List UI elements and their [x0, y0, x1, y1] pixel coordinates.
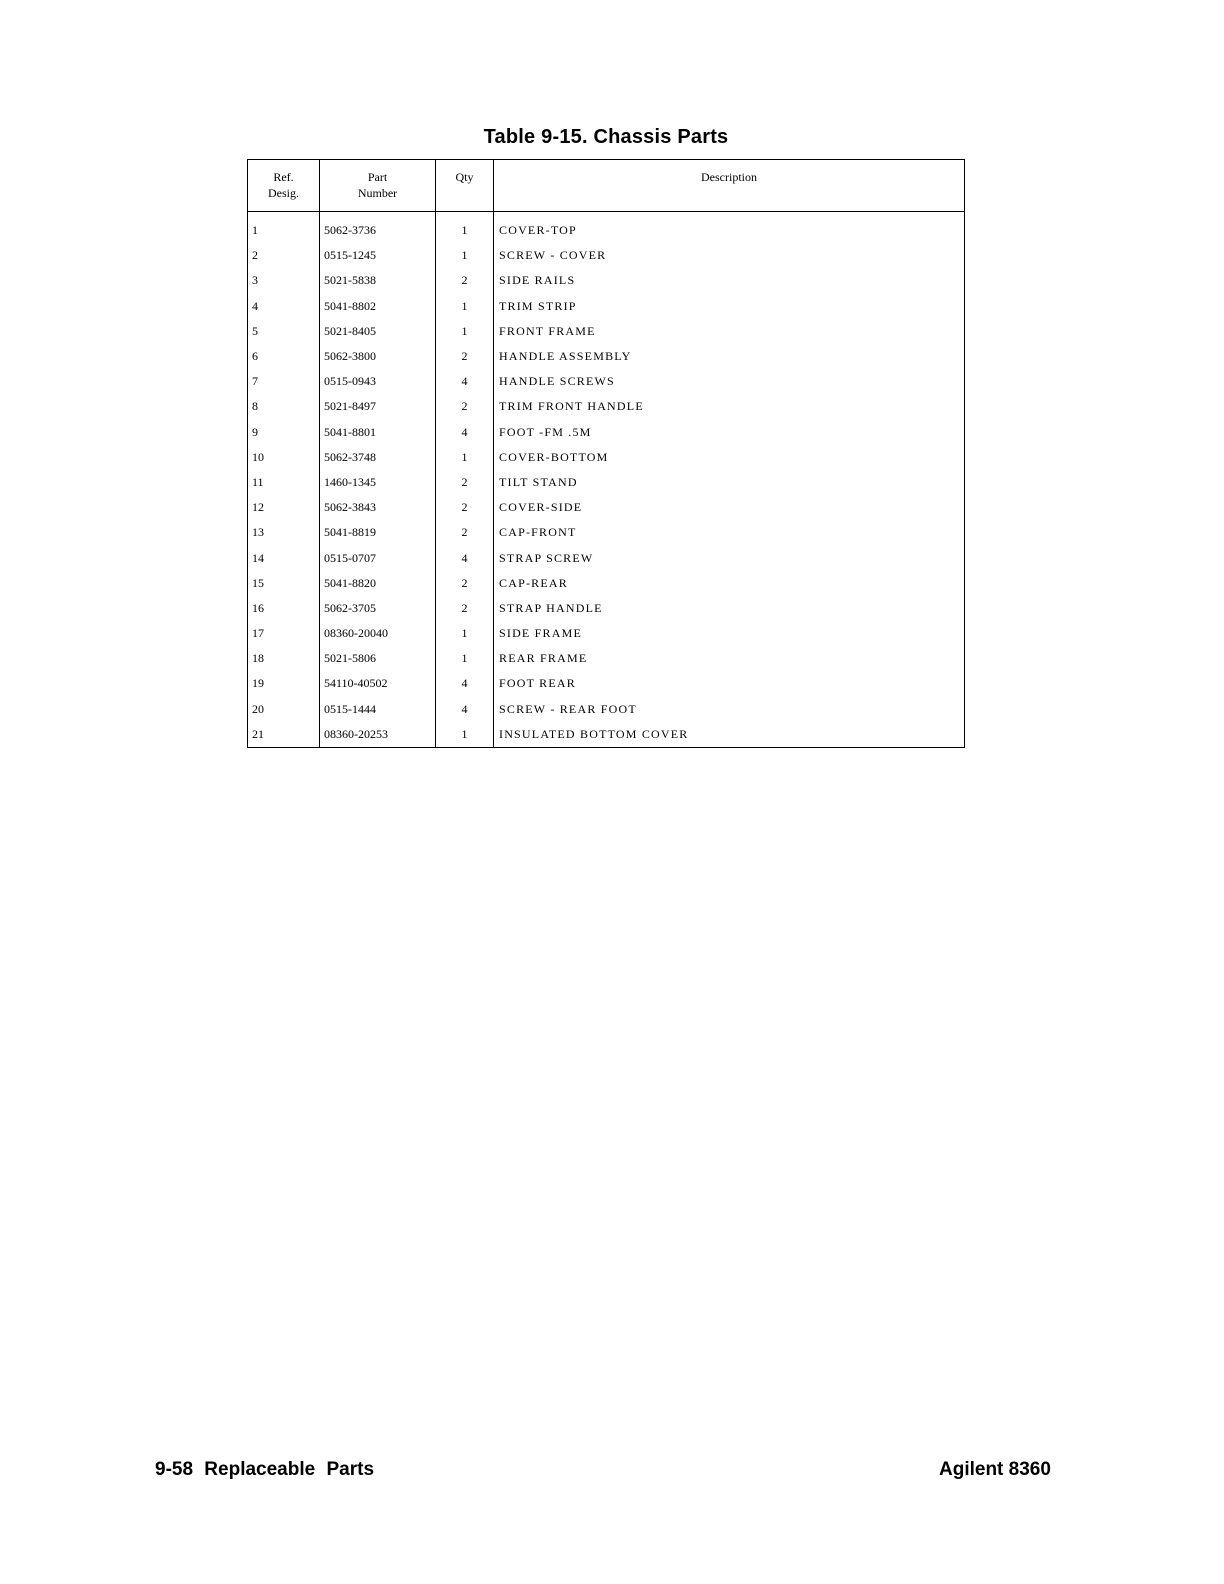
cell-part-number: 0515-0707: [320, 545, 436, 570]
cell-ref-desig: 18: [252, 651, 264, 666]
table-row: [248, 445, 965, 470]
cell-part-number: 5041-8819: [320, 520, 436, 545]
cell-part-number: 5062-3843: [320, 495, 436, 520]
cell-part-number: 0515-1245: [320, 243, 436, 268]
cell-part-number: 5062-3800: [320, 344, 436, 369]
cell-ref-desig: 17: [252, 626, 264, 641]
cell-qty: 1: [436, 722, 494, 748]
table-row: [248, 243, 965, 268]
cell-description: TRIM FRONT HANDLE: [494, 394, 965, 419]
cell-part-number: 54110-40502: [320, 671, 436, 696]
cell-part-number: 08360-20040: [320, 621, 436, 646]
table-header-row: [248, 160, 965, 212]
header-part-line1: Part: [367, 170, 388, 184]
cell-qty: 2: [436, 394, 494, 419]
cell-description: TILT STAND: [494, 470, 965, 495]
table-body: [248, 212, 965, 748]
cell-ref-desig: 10: [252, 449, 264, 464]
cell-ref-desig: 21: [252, 726, 264, 741]
header-qty: Qty: [436, 160, 494, 212]
cell-qty: 2: [436, 495, 494, 520]
cell-ref-desig: 14: [252, 550, 264, 565]
cell-ref-desig: 1: [252, 223, 258, 238]
table-row: [248, 344, 965, 369]
cell-ref-desig: 6: [252, 349, 258, 364]
cell-description: SIDE RAILS: [494, 268, 965, 293]
cell-description: STRAP HANDLE: [494, 596, 965, 621]
header-ref-desig: [248, 160, 320, 212]
cell-qty: 4: [436, 545, 494, 570]
cell-description: COVER-TOP: [494, 212, 965, 244]
cell-qty: 1: [436, 243, 494, 268]
cell-description: SCREW - REAR FOOT: [494, 697, 965, 722]
table-row: [248, 545, 965, 570]
cell-ref-desig: 8: [252, 399, 258, 414]
header-ref-line2: Desig.: [268, 186, 299, 200]
cell-qty: 1: [436, 621, 494, 646]
cell-qty: 1: [436, 212, 494, 244]
cell-description: CAP-REAR: [494, 571, 965, 596]
cell-qty: 1: [436, 445, 494, 470]
header-part-number: [320, 160, 436, 212]
cell-qty: 1: [436, 646, 494, 671]
cell-part-number: 5062-3748: [320, 445, 436, 470]
table-row: [248, 722, 965, 748]
cell-description: STRAP SCREW: [494, 545, 965, 570]
cell-description: HANDLE SCREWS: [494, 369, 965, 394]
cell-ref-desig: 5: [252, 323, 258, 338]
cell-description: REAR FRAME: [494, 646, 965, 671]
cell-qty: 4: [436, 697, 494, 722]
cell-ref-desig: 13: [252, 525, 264, 540]
table-row: [248, 646, 965, 671]
table-row: [248, 212, 965, 244]
cell-part-number: 1460-1345: [320, 470, 436, 495]
table-row: [248, 420, 965, 445]
cell-description: CAP-FRONT: [494, 520, 965, 545]
cell-qty: 2: [436, 520, 494, 545]
cell-qty: 4: [436, 420, 494, 445]
cell-part-number: 5062-3736: [320, 212, 436, 244]
cell-qty: 2: [436, 344, 494, 369]
cell-part-number: 0515-1444: [320, 697, 436, 722]
cell-description: TRIM STRIP: [494, 294, 965, 319]
cell-part-number: 5041-8802: [320, 294, 436, 319]
table-row: [248, 520, 965, 545]
cell-qty: 2: [436, 571, 494, 596]
footer-section-label: 9-58 Replaceable Parts: [155, 1459, 375, 1480]
cell-description: FOOT REAR: [494, 671, 965, 696]
cell-qty: 2: [436, 268, 494, 293]
table-row: [248, 697, 965, 722]
cell-description: FRONT FRAME: [494, 319, 965, 344]
cell-description: INSULATED BOTTOM COVER: [494, 722, 965, 748]
cell-qty: 2: [436, 596, 494, 621]
cell-description: FOOT -FM .5M: [494, 420, 965, 445]
table-row: [248, 369, 965, 394]
cell-ref-desig: 12: [252, 500, 264, 515]
cell-ref-desig: 19: [252, 676, 264, 691]
cell-qty: 4: [436, 369, 494, 394]
table-row: [248, 319, 965, 344]
cell-ref-desig: 7: [252, 374, 258, 389]
cell-part-number: 5041-8801: [320, 420, 436, 445]
cell-description: COVER-SIDE: [494, 495, 965, 520]
cell-qty: 4: [436, 671, 494, 696]
cell-ref-desig: 15: [252, 575, 264, 590]
footer-product-name: Agilent 8360: [939, 1459, 1051, 1480]
cell-ref-desig: 2: [252, 248, 258, 263]
table-row: [248, 268, 965, 293]
cell-part-number: 0515-0943: [320, 369, 436, 394]
table-row: [248, 470, 965, 495]
chassis-parts-table: [247, 159, 965, 748]
table-row: [248, 495, 965, 520]
cell-part-number: 5021-8405: [320, 319, 436, 344]
cell-ref-desig: 3: [252, 273, 258, 288]
table-row: [248, 671, 965, 696]
table-row: [248, 596, 965, 621]
header-description: Description: [494, 160, 965, 212]
cell-ref-desig: 20: [252, 701, 264, 716]
cell-qty: 1: [436, 294, 494, 319]
cell-part-number: 5021-5806: [320, 646, 436, 671]
cell-description: SCREW - COVER: [494, 243, 965, 268]
cell-part-number: 5062-3705: [320, 596, 436, 621]
cell-ref-desig: 4: [252, 298, 258, 313]
cell-ref-desig: 11: [252, 474, 264, 489]
cell-part-number: 5041-8820: [320, 571, 436, 596]
cell-qty: 1: [436, 319, 494, 344]
cell-description: HANDLE ASSEMBLY: [494, 344, 965, 369]
cell-description: COVER-BOTTOM: [494, 445, 965, 470]
cell-description: SIDE FRAME: [494, 621, 965, 646]
table-title: Table 9-15. Chassis Parts: [483, 126, 729, 148]
cell-part-number: 08360-20253: [320, 722, 436, 748]
cell-part-number: 5021-8497: [320, 394, 436, 419]
header-ref-line1: Ref.: [273, 170, 294, 184]
table-row: [248, 571, 965, 596]
cell-qty: 2: [436, 470, 494, 495]
table-row: [248, 621, 965, 646]
cell-ref-desig: 9: [252, 424, 258, 439]
header-part-line2: Number: [357, 186, 398, 200]
cell-part-number: 5021-5838: [320, 268, 436, 293]
table-row: [248, 394, 965, 419]
table-row: [248, 294, 965, 319]
cell-ref-desig: 16: [252, 600, 264, 615]
